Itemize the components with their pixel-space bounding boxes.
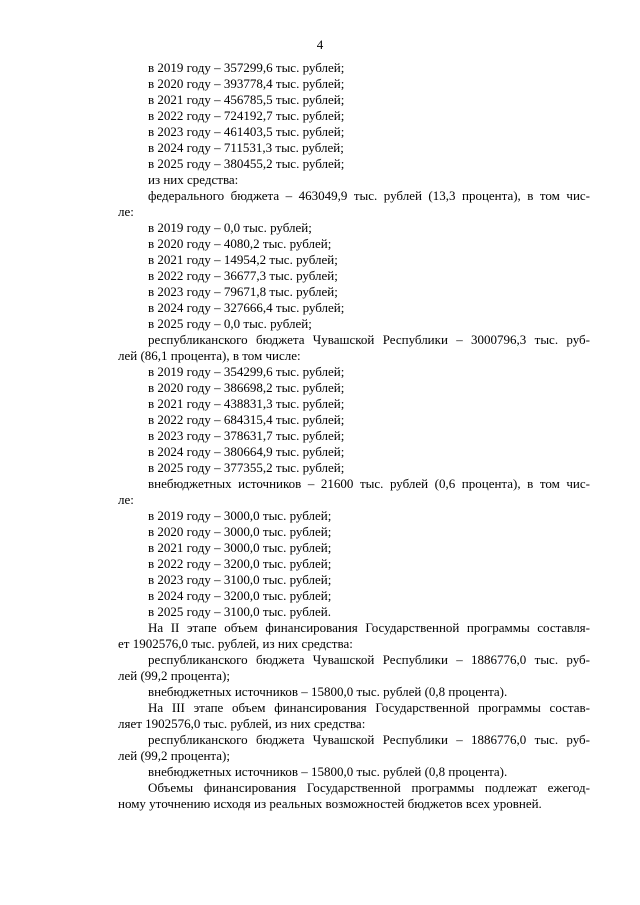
document-body — [118, 60, 590, 812]
text-line: федерального бюджета – 463049,9 тыс. рублей (13,3 процента), в том чис- — [148, 188, 590, 203]
text-line: в 2025 году – 380455,2 тыс. рублей; — [148, 156, 345, 171]
text-line: ляет 1902576,0 тыс. рублей, из них средства: — [118, 716, 366, 731]
text-line: На II этапе объем финансирования Государственной программы составля- — [148, 620, 590, 635]
text-line: в 2025 году – 0,0 тыс. рублей; — [148, 316, 312, 331]
text-line: ле: — [118, 492, 134, 507]
text-line: в 2023 году – 3100,0 тыс. рублей; — [148, 572, 332, 587]
page-number: 4 — [316, 37, 324, 52]
text-line: в 2025 году – 377355,2 тыс. рублей; — [148, 460, 345, 475]
text-line: из них средства: — [148, 172, 239, 187]
text-line: в 2019 году – 0,0 тыс. рублей; — [148, 220, 312, 235]
text-line: лей (86,1 процента), в том числе: — [118, 348, 301, 363]
text-line: в 2021 году – 14954,2 тыс. рублей; — [148, 252, 338, 267]
text-line: в 2020 году – 4080,2 тыс. рублей; — [148, 236, 332, 251]
text-line: ет 1902576,0 тыс. рублей, из них средства: — [118, 636, 353, 651]
text-line: в 2021 году – 438831,3 тыс. рублей; — [148, 396, 345, 411]
text-line: в 2019 году – 354299,6 тыс. рублей; — [148, 364, 345, 379]
text-line: Объемы финансирования Государственной программы подлежат ежегод- — [148, 780, 590, 795]
text-line: лей (99,2 процента); — [118, 748, 230, 763]
text-line: в 2020 году – 3000,0 тыс. рублей; — [148, 524, 332, 539]
text-line: в 2019 году – 357299,6 тыс. рублей; — [148, 60, 345, 75]
text-line: республиканского бюджета Чувашской Республики – 1886776,0 тыс. руб- — [148, 732, 590, 747]
text-line: в 2022 году – 3200,0 тыс. рублей; — [148, 556, 332, 571]
text-line: в 2023 году – 79671,8 тыс. рублей; — [148, 284, 338, 299]
text-line: На III этапе объем финансирования Государственной программы состав- — [148, 700, 590, 715]
text-line: в 2025 году – 3100,0 тыс. рублей. — [148, 604, 331, 619]
text-line: в 2022 году – 724192,7 тыс. рублей; — [148, 108, 345, 123]
text-line: республиканского бюджета Чувашской Республики – 3000796,3 тыс. руб- — [148, 332, 590, 347]
text-line: в 2021 году – 3000,0 тыс. рублей; — [148, 540, 332, 555]
text-line: внебюджетных источников – 21600 тыс. рублей (0,6 процента), в том чис- — [148, 476, 590, 491]
text-line: в 2020 году – 393778,4 тыс. рублей; — [148, 76, 345, 91]
text-line: в 2022 году – 36677,3 тыс. рублей; — [148, 268, 338, 283]
text-line: республиканского бюджета Чувашской Республики – 1886776,0 тыс. руб- — [148, 652, 590, 667]
text-line: в 2024 году – 380664,9 тыс. рублей; — [148, 444, 345, 459]
text-line: в 2019 году – 3000,0 тыс. рублей; — [148, 508, 332, 523]
text-line: в 2021 году – 456785,5 тыс. рублей; — [148, 92, 345, 107]
text-line: в 2024 году – 3200,0 тыс. рублей; — [148, 588, 332, 603]
text-line: лей (99,2 процента); — [118, 668, 230, 683]
text-line: в 2023 году – 378631,7 тыс. рублей; — [148, 428, 345, 443]
text-line: в 2020 году – 386698,2 тыс. рублей; — [148, 380, 345, 395]
text-line: в 2024 году – 711531,3 тыс. рублей; — [148, 140, 344, 155]
text-line: внебюджетных источников – 15800,0 тыс. рублей (0,8 процента). — [148, 684, 508, 699]
text-line: в 2023 году – 461403,5 тыс. рублей; — [148, 124, 345, 139]
text-line: внебюджетных источников – 15800,0 тыс. рублей (0,8 процента). — [148, 764, 508, 779]
text-line: в 2022 году – 684315,4 тыс. рублей; — [148, 412, 345, 427]
text-line: ле: — [118, 204, 134, 219]
text-line: в 2024 году – 327666,4 тыс. рублей; — [148, 300, 345, 315]
text-line: ному уточнению исходя из реальных возможностей бюджетов всех уровней. — [118, 796, 542, 811]
